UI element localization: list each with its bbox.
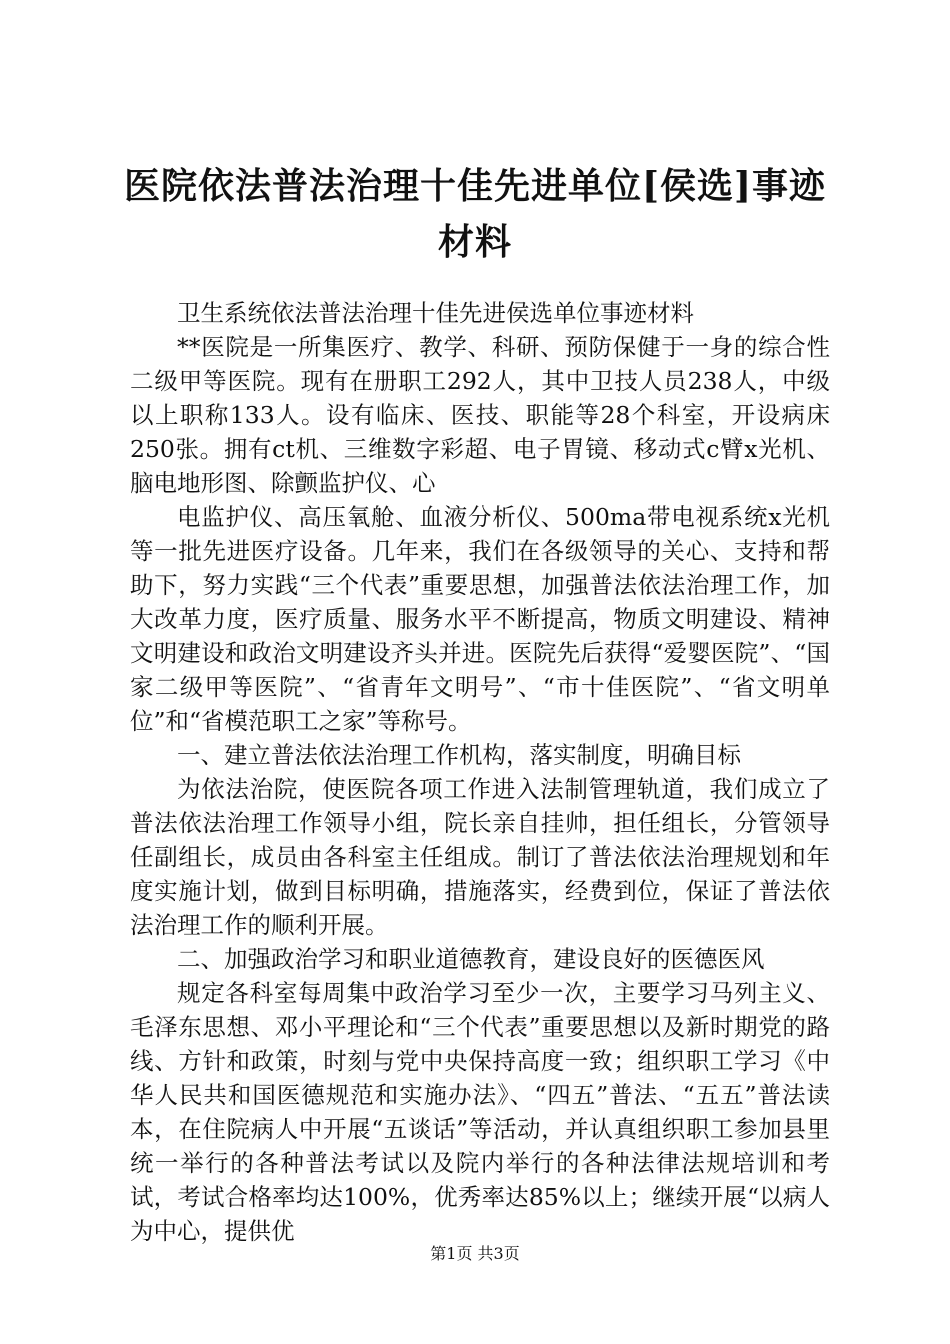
paragraph: 电监护仪、高压氧舱、血液分析仪、500ma带电视系统x光机等一批先进医疗设备。几年来，我们在各级领导的关心、支持和帮助下，努力实践“三个代表”重要思想，加强普法依法治理工作，加大改革力度，医疗质量、服务水平不断提高，物质文明建设、精神文明建设和政治文明建设齐头并进。医院先后获得“爱婴医院”、“国家二级甲等医院”、“省青年文明号”、“市十佳医院”、“省文明单位”和“省模范职工之家”等称号。	[130, 503, 830, 735]
paragraph: 规定各科室每周集中政治学习至少一次，主要学习马列主义、毛泽东思想、邓小平理论和“三个代表”重要思想以及新时期党的路线、方针和政策，时刻与党中央保持高度一致；组织职工学习《中华人民共和国医德规范和实施办法》、“四五”普法、“五五”普法读本，在住院病人中开展“五谈话”等活动，并认真组织职工参加县里统一举行的各种普法考试以及院内举行的各种法律法规培训和考试，考试合格率均达100%，优秀率达85%以上；继续开展“以病人为中心，提供优	[130, 979, 830, 1245]
page-number-footer: 第1页 共3页	[430, 1244, 520, 1263]
document-title: 医院依法普法治理十佳先进单位[侯选]事迹材料	[123, 165, 827, 263]
section-heading: 二、加强政治学习和职业道德教育，建设良好的医德医风	[177, 945, 765, 973]
paragraph: 为依法治院，使医院各项工作进入法制管理轨道，我们成立了普法依法治理工作领导小组，院长亲自挂帅，担任组长，分管领导任副组长，成员由各科室主任组成。制订了普法依法治理规划和年度实施计划，做到目标明确，措施落实，经费到位，保证了普法依法治理工作的顺利开展。	[130, 775, 830, 939]
document-body	[130, 296, 830, 1248]
paragraph: 卫生系统依法普法治理十佳先进侯选单位事迹材料	[177, 299, 694, 327]
section-heading: 一、建立普法依法治理工作机构，落实制度，明确目标	[177, 741, 741, 769]
paragraph: **医院是一所集医疗、教学、科研、预防保健于一身的综合性二级甲等医院。现有在册职工292人，其中卫技人员238人，中级以上职称133人。设有临床、医技、职能等28个科室，开设病床250张。拥有ct机、三维数字彩超、电子胃镜、移动式c臂x光机、脑电地形图、除颤监护仪、心	[130, 333, 830, 497]
